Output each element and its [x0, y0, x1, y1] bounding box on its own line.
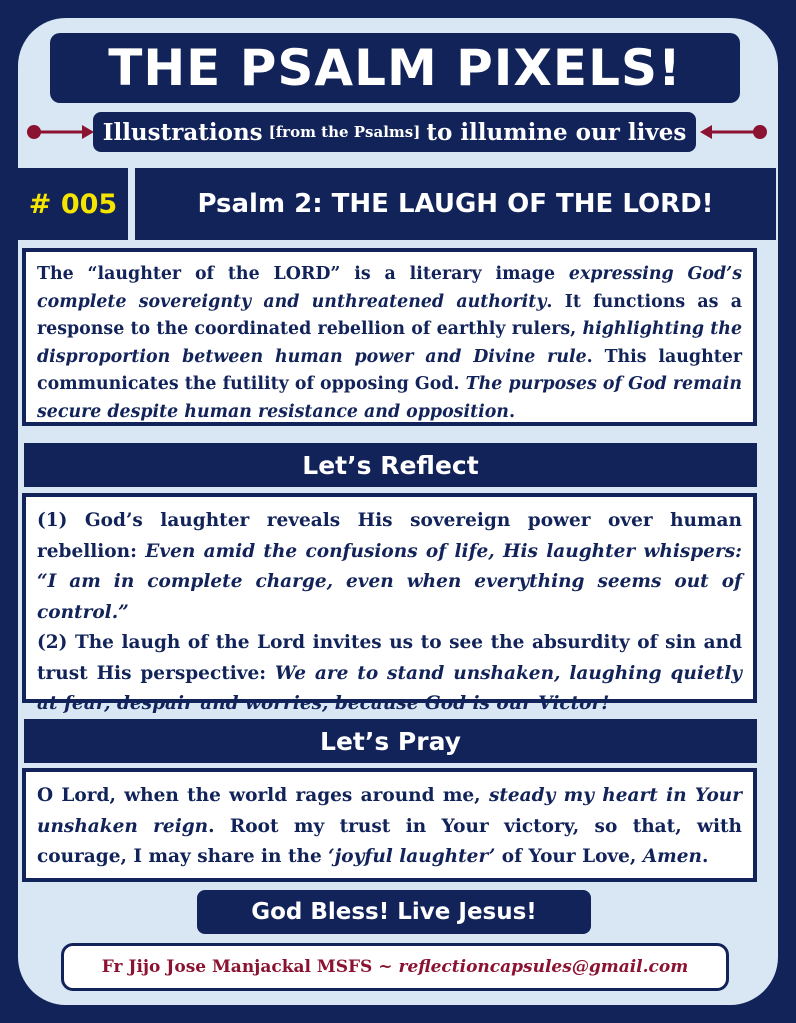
- signature: [61, 943, 729, 991]
- emphasis-text: expressing God’s complete sovereignty and unthreatened authority: [37, 264, 742, 312]
- psalm-title: Psalm 2: THE LAUGH OF THE LORD!: [135, 168, 776, 240]
- emphasis-text: Amen: [642, 846, 702, 867]
- emphasis-text: We are to stand unshaken, laughing quietly at fear, despair and worries, because God is our Victor!: [37, 662, 742, 714]
- arrow-right-icon: [26, 122, 96, 142]
- subtitle-text-bracket: [from the Psalms]: [268, 123, 421, 141]
- pray-text: [22, 768, 757, 882]
- blessing-banner: God Bless! Live Jesus!: [197, 890, 591, 934]
- emphasis-text: steady my heart in Your unshaken reign: [37, 785, 743, 837]
- text-segment: . This laughter communicates the futility of opposing God.: [37, 346, 742, 394]
- text-segment: (1) God’s laughter reveals His sovereign power over human rebellion:: [37, 510, 742, 562]
- text-segment: The “laughter of the LORD” is a literary image: [37, 264, 569, 284]
- emphasis-text: ‘joyful laughter’: [328, 846, 496, 867]
- pray-heading: Let’s Pray: [24, 719, 757, 763]
- subtitle: [93, 112, 696, 152]
- reflect-heading: Let’s Reflect: [24, 443, 757, 487]
- text-segment: .: [701, 846, 709, 867]
- emphasis-text: highlighting the disproportion between human power and Divine rule: [37, 319, 743, 367]
- author-name: Fr Jijo Jose Manjackal MSFS ~: [101, 957, 393, 977]
- text-segment: . Root my trust in Your victory, so that, with courage, I may share in the: [37, 815, 742, 867]
- text-segment: .: [508, 401, 516, 422]
- text-segment: O Lord, when the world rages around me,: [37, 785, 489, 806]
- emphasis-text: Even amid the confusions of life, His laughter whispers: “I am in complete charge, even when everything seems out of control.”: [37, 540, 742, 623]
- intro-text: [22, 248, 757, 426]
- emphasis-text: The purposes of God remain secure despite human resistance and opposition: [37, 374, 743, 422]
- text-segment: of Your Love,: [495, 846, 643, 867]
- subtitle-text-start: Illustrations: [102, 118, 263, 146]
- reflect-text: [22, 493, 757, 714]
- text-segment: . It functions as a response to the coordinated rebellion of earthly rulers,: [37, 291, 742, 339]
- page-title: THE PSALM PIXELS!: [50, 33, 740, 103]
- episode-number: # 005: [18, 168, 128, 240]
- author-email[interactable]: reflectioncapsules@gmail.com: [398, 957, 689, 977]
- arrow-left-icon: [698, 122, 768, 142]
- text-segment: (2) The laugh of the Lord invites us to see the absurdity of sin and trust His perspective:: [37, 632, 742, 684]
- subtitle-text-end: to illumine our lives: [426, 118, 687, 146]
